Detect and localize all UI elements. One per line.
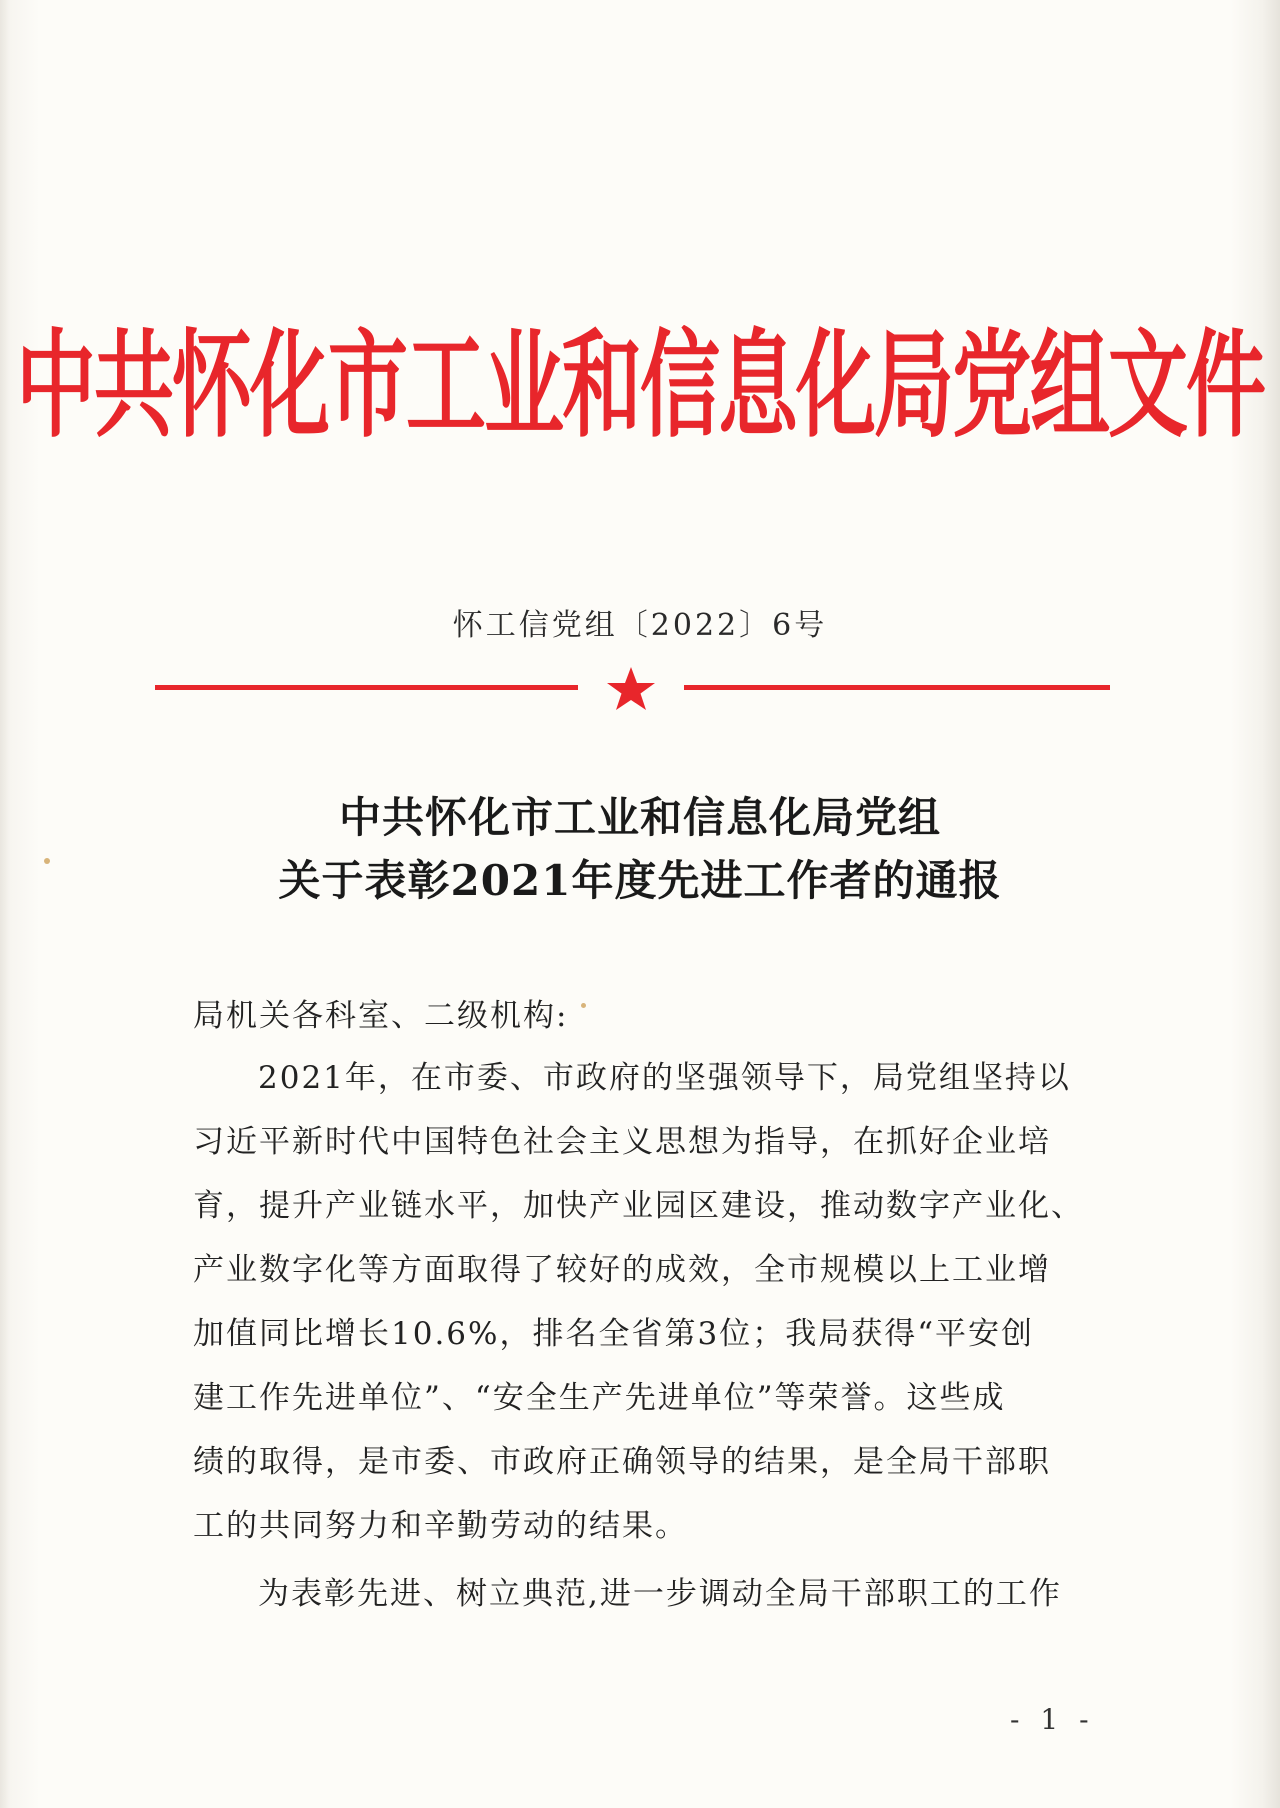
red-rule-right: [684, 685, 1110, 690]
paper-speck: [581, 1003, 586, 1008]
body-line: 2021年，在市委、市政府的坚强领导下，局党组坚持以: [258, 1060, 1071, 1096]
body-line: 育，提升产业链水平，加快产业园区建设，推动数字产业化、: [193, 1188, 1084, 1224]
body-line: 工的共同努力和辛勤劳动的结果。: [193, 1508, 688, 1544]
body-line: 产业数字化等方面取得了较好的成效，全市规模以上工业增: [193, 1252, 1051, 1288]
notice-title-line1: 中共怀化市工业和信息化局党组: [338, 793, 941, 842]
body-line: 绩的取得，是市委、市政府正确领导的结果，是全局干部职: [193, 1444, 1051, 1480]
paper-speck: [44, 858, 50, 864]
salutation: 局机关各科室、二级机构:: [193, 998, 569, 1034]
page-number: - 1 -: [1010, 1703, 1095, 1736]
red-rule-left: [155, 685, 578, 690]
body-line: 建工作先进单位”、“安全生产先进单位”等荣誉。这些成: [193, 1380, 1006, 1416]
notice-title-line2: 关于表彰2021年度先进工作者的通报: [278, 856, 1002, 905]
red-star-icon: [605, 666, 657, 712]
body-line: 习近平新时代中国特色社会主义思想为指导，在抓好企业培: [193, 1124, 1051, 1160]
body-line: 加值同比增长10.6%，排名全省第3位；我局获得“平安创: [193, 1316, 1035, 1352]
document-number: 怀工信党组〔2022〕6号: [452, 608, 828, 643]
body-line: 为表彰先进、树立典范,进一步调动全局干部职工的工作: [258, 1576, 1062, 1612]
document-header-title: 中共怀化市工业和信息化局党组文件: [16, 316, 1264, 454]
